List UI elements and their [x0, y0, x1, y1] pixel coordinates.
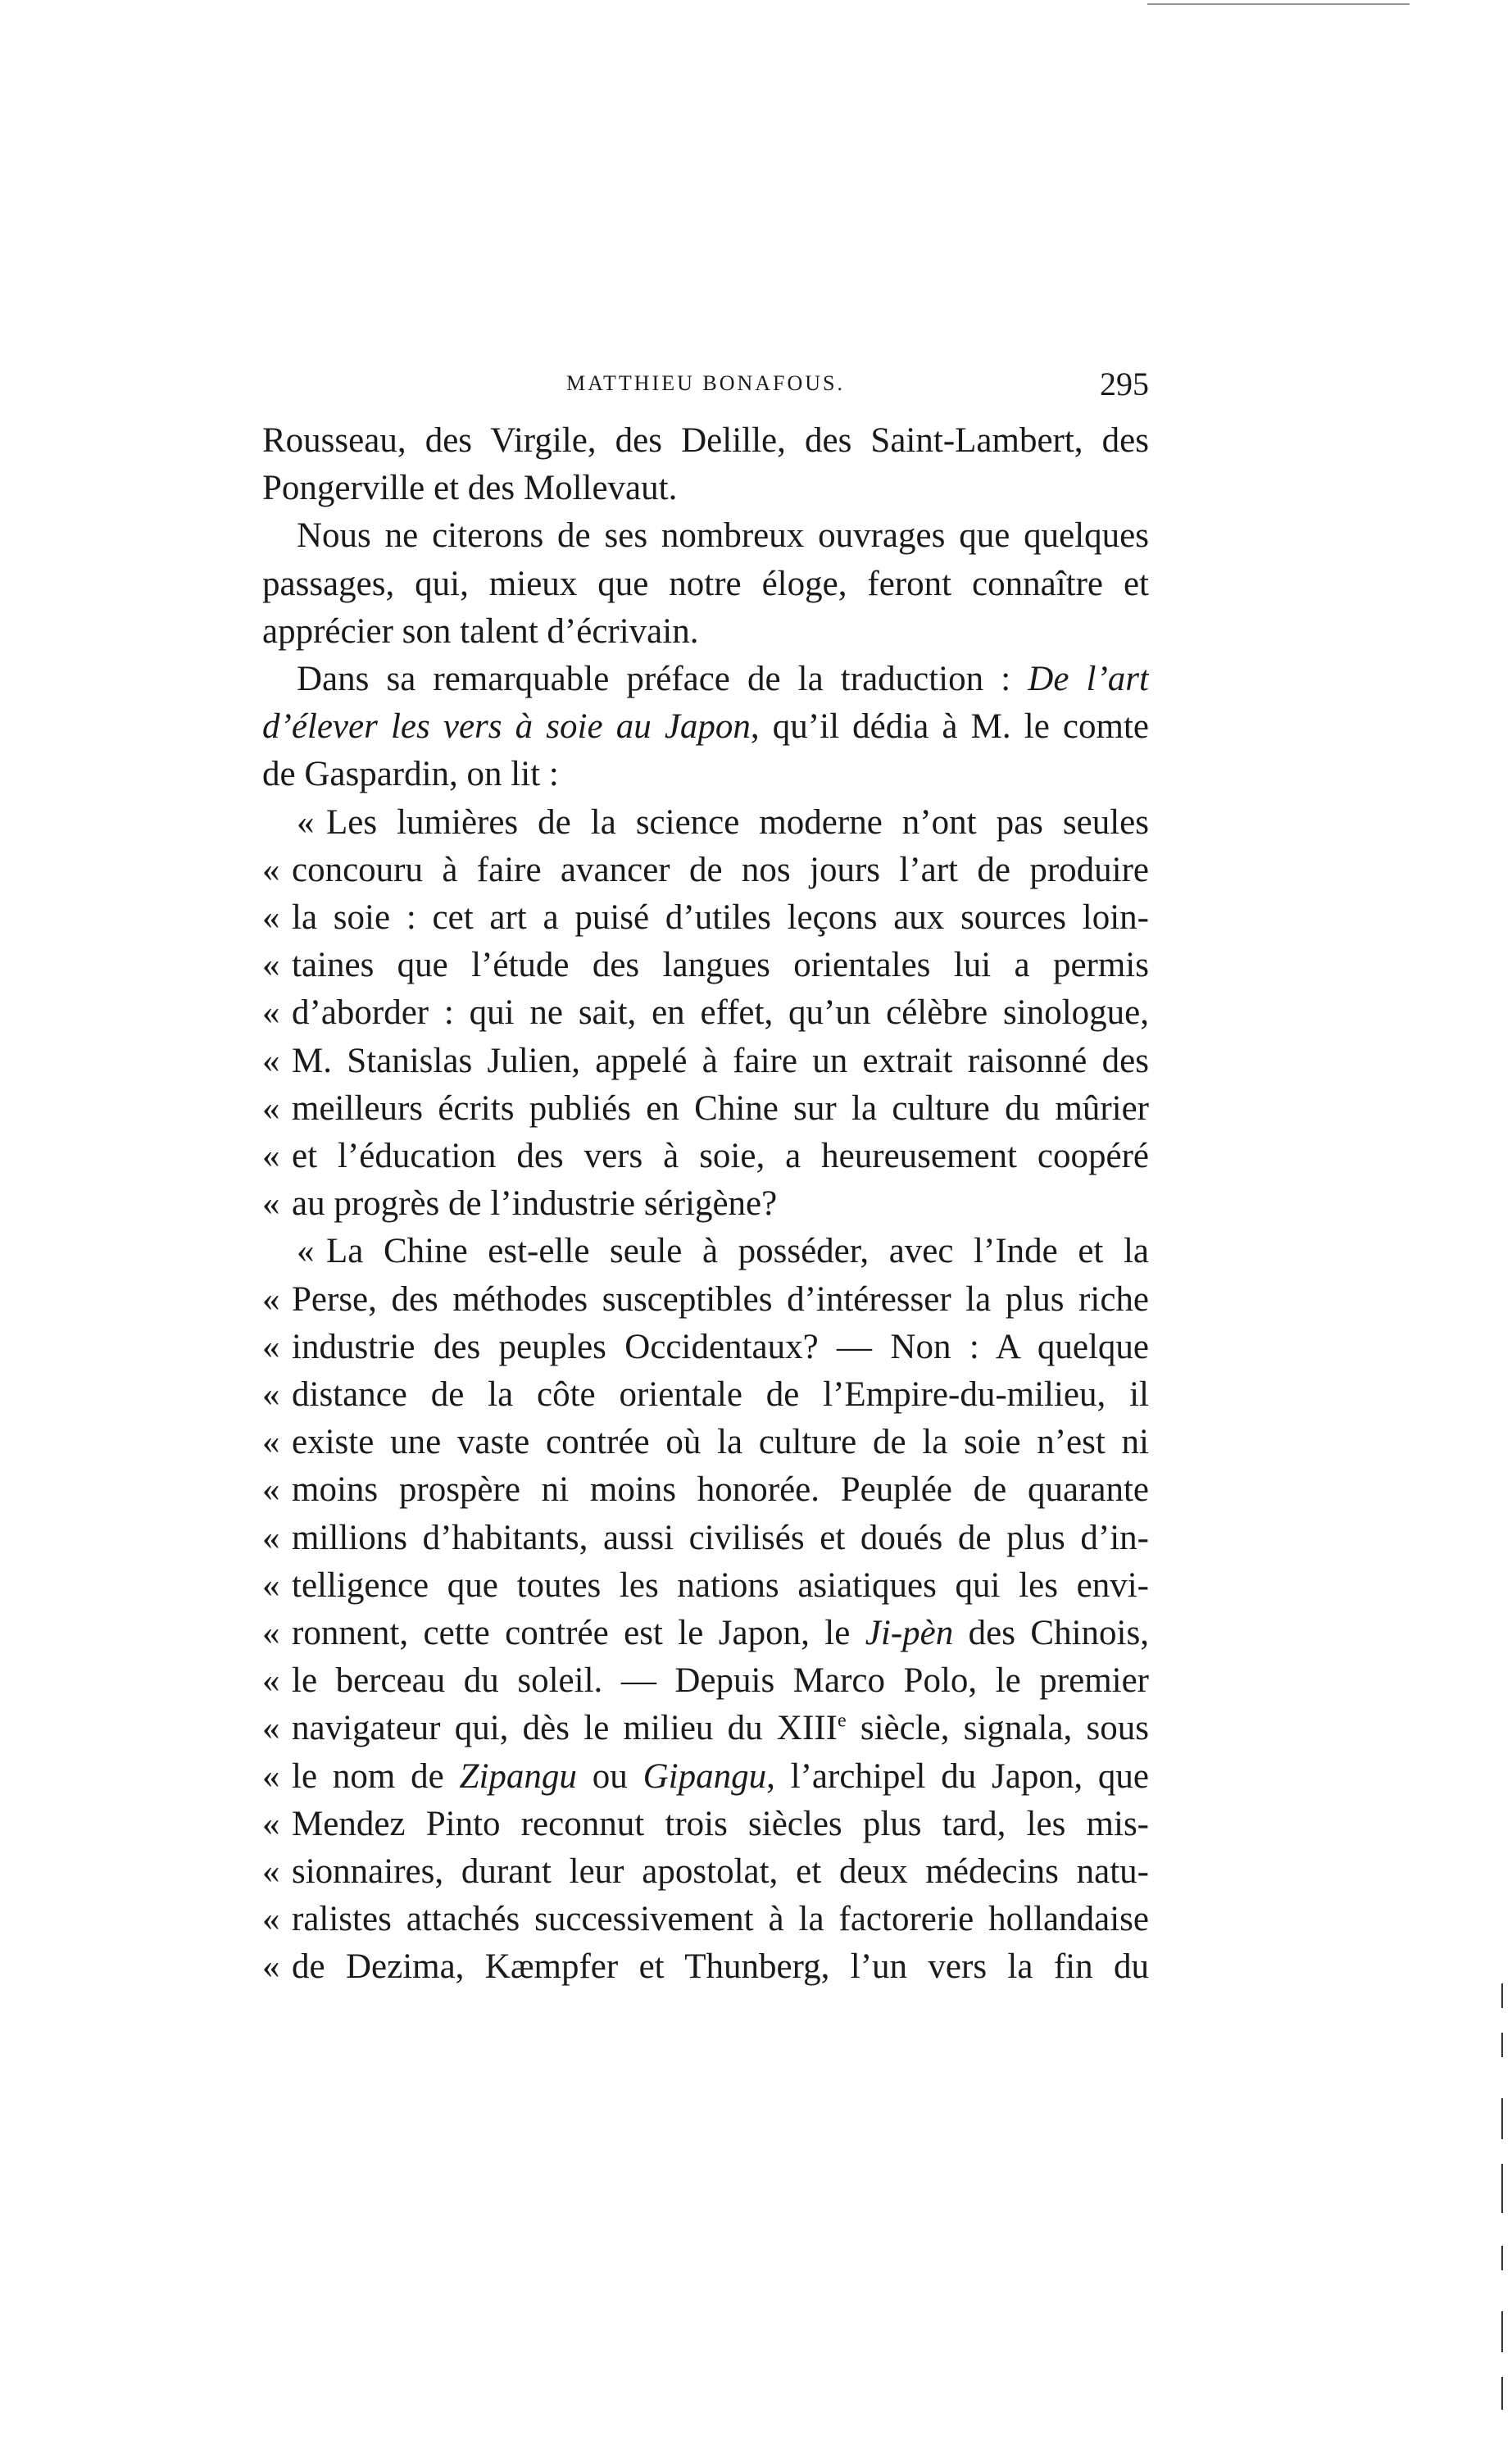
line-body	[292, 1896, 1149, 1943]
line-body	[292, 1133, 1149, 1180]
text-run: sionnaires, durant leur apostolat, et deux médecins natu-	[292, 1852, 1149, 1891]
quote-mark: «	[262, 1423, 280, 1462]
text-line	[262, 1133, 1149, 1180]
quote-mark: «	[297, 802, 315, 842]
line-body	[297, 512, 1149, 560]
quote-mark: «	[262, 1184, 280, 1224]
text-line	[262, 703, 1149, 751]
text-run: telligence que toutes les nations asiatiques qui les envi-	[292, 1565, 1149, 1605]
text-run: Dans sa remarquable préface de la traduction :	[297, 660, 1028, 698]
text-line	[262, 942, 1149, 989]
scan-mark	[1501, 2377, 1503, 2410]
text-run: meilleurs écrits publiés en Chine sur la culture du mûrier	[292, 1088, 1149, 1128]
text-run: concouru à faire avancer de nos jours l’art de produire	[292, 850, 1149, 889]
quote-mark: «	[262, 1279, 280, 1319]
text-run: millions d’habitants, aussi civilisés et doués de plus d’in-	[292, 1518, 1149, 1557]
page-number: 295	[1100, 366, 1149, 402]
line-body	[292, 1943, 1149, 1991]
text-run: Nous ne citerons de ses nombreux ouvrages que quelques	[297, 516, 1149, 556]
italic-text: d’élever les vers à soie au Japon	[262, 707, 751, 747]
text-run: ou	[576, 1756, 643, 1796]
text-line	[262, 1038, 1149, 1085]
text-run: , qu’il dédia à M. le comte	[750, 707, 1149, 747]
text-run: Les lumières de la science moderne n’ont pas seules	[326, 802, 1149, 842]
text-line	[262, 1753, 1149, 1801]
running-title: MATTHIEU BONAFOUS.	[565, 371, 845, 395]
quote-mark: «	[262, 1041, 280, 1080]
line-body	[292, 942, 1149, 989]
line-body	[292, 989, 1149, 1037]
text-line	[262, 1610, 1149, 1657]
text-run: des Chinois,	[953, 1614, 1149, 1652]
line-body	[292, 1801, 1149, 1848]
text-line	[262, 1466, 1149, 1514]
text-line	[262, 1848, 1149, 1896]
line-body	[292, 1610, 1149, 1657]
text-run: la soie : cet art a puisé d’utiles leçons aux sources loin-	[292, 898, 1149, 937]
scan-mark	[1147, 3, 1410, 5]
text-line	[262, 989, 1149, 1037]
text-run: au progrès de l’industrie sérigène?	[292, 1184, 778, 1224]
line-body	[292, 1038, 1149, 1085]
text-line	[262, 1657, 1149, 1705]
text-run: apprécier son talent d’écrivain.	[262, 611, 699, 651]
line-body	[262, 561, 1149, 608]
text-run: Perse, des méthodes susceptibles d’intéresser la plus riche	[292, 1279, 1149, 1319]
quote-mark: «	[262, 898, 280, 937]
text-line	[262, 512, 1149, 560]
scan-mark	[1501, 2164, 1503, 2213]
quote-mark: «	[262, 1756, 280, 1796]
quote-mark: «	[262, 1137, 280, 1175]
quote-mark: «	[262, 1709, 280, 1748]
text-run: et l’éducation des vers à soie, a heureusement coopéré	[292, 1137, 1149, 1175]
text-line	[262, 894, 1149, 942]
line-body	[262, 465, 1149, 512]
text-line	[262, 1371, 1149, 1419]
scan-mark	[1501, 1983, 1503, 2008]
text-run: taines que l’étude des langues orientales lui a permis	[292, 946, 1149, 985]
quote-mark: «	[262, 1852, 280, 1891]
text-line	[262, 1943, 1149, 1991]
quote-mark: «	[262, 1470, 280, 1510]
line-body	[292, 1848, 1149, 1896]
text-line	[262, 1801, 1149, 1848]
text-run: La Chine est-elle seule à posséder, avec l’Inde et la	[326, 1232, 1149, 1271]
line-body	[262, 703, 1149, 751]
text-run: ronnent, cette contrée est le Japon, le	[292, 1614, 865, 1652]
quote-mark: «	[262, 1565, 280, 1605]
quote-mark: «	[262, 1947, 280, 1987]
line-body	[292, 1371, 1149, 1419]
quote-mark: «	[262, 1327, 280, 1366]
line-body	[326, 1228, 1149, 1275]
text-run: Mendez Pinto reconnut trois siècles plus tard, les mis-	[292, 1804, 1149, 1843]
text-run: Pongerville et des Mollevaut.	[262, 469, 678, 508]
quote-mark: «	[262, 1804, 280, 1843]
quote-mark: «	[262, 946, 280, 985]
line-body	[292, 894, 1149, 942]
text-line	[262, 417, 1149, 465]
text-run: distance de la côte orientale de l’Empire-du-milieu, il	[292, 1375, 1149, 1414]
line-body	[297, 656, 1149, 703]
line-body	[292, 1657, 1149, 1705]
text-line	[262, 1276, 1149, 1324]
quote-mark: «	[262, 850, 280, 889]
text-run: ralistes attachés successivement à la factorerie hollandaise	[292, 1900, 1149, 1939]
quote-mark: «	[262, 1900, 280, 1939]
text-run: Rousseau, des Virgile, des Delille, des Saint-Lambert, des	[262, 421, 1149, 460]
text-run: , l’archipel du Japon, que	[766, 1756, 1149, 1796]
line-body	[292, 847, 1149, 894]
line-body	[292, 1180, 1149, 1228]
text-run: navigateur qui, dès le milieu du XIII	[292, 1709, 838, 1748]
line-body	[326, 799, 1149, 847]
text-run: industrie des peuples Occidentaux? — Non : A quelque	[292, 1327, 1149, 1366]
scan-mark	[1501, 2098, 1503, 2139]
text-line	[262, 1180, 1149, 1228]
line-body	[292, 1466, 1149, 1514]
italic-text: Zipangu	[459, 1756, 577, 1796]
text-line	[262, 656, 1149, 703]
text-line	[262, 751, 1149, 798]
line-body	[292, 1562, 1149, 1610]
text-line	[262, 561, 1149, 608]
text-run: passages, qui, mieux que notre éloge, feront connaître et	[262, 564, 1149, 603]
quote-mark: «	[262, 993, 280, 1033]
text-line	[262, 1562, 1149, 1610]
text-run: M. Stanislas Julien, appelé à faire un extrait raisonné des	[292, 1041, 1149, 1080]
running-header	[262, 365, 1149, 407]
quote-mark: «	[262, 1088, 280, 1128]
italic-text: Ji-pèn	[865, 1614, 954, 1652]
text-line	[262, 847, 1149, 894]
text-line	[262, 1705, 1149, 1752]
italic-text: De l’art	[1028, 660, 1149, 698]
line-body	[292, 1085, 1149, 1133]
quote-mark: «	[262, 1661, 280, 1701]
text-line	[262, 1896, 1149, 1943]
line-body	[262, 608, 1149, 656]
scan-mark	[1501, 2311, 1503, 2352]
text-line	[262, 608, 1149, 656]
line-body	[292, 1705, 1149, 1752]
text-line	[262, 1515, 1149, 1562]
text-line	[262, 799, 1149, 847]
superscript: e	[837, 1711, 847, 1733]
line-body	[292, 1753, 1149, 1801]
italic-text: Gipangu	[642, 1756, 767, 1796]
text-run: le berceau du soleil. — Depuis Marco Polo, le premier	[292, 1661, 1149, 1701]
text-run: le nom de	[292, 1756, 460, 1796]
text-line	[262, 465, 1149, 512]
text-run: de Dezima, Kæmpfer et Thunberg, l’un vers la fin du	[292, 1947, 1149, 1987]
line-body	[292, 1515, 1149, 1562]
line-body	[262, 417, 1149, 465]
text-line	[262, 1419, 1149, 1466]
text-run: siècle, signala, sous	[846, 1709, 1149, 1748]
line-body	[262, 751, 1149, 798]
text-run: d’aborder : qui ne sait, en effet, qu’un célèbre sinologue,	[292, 993, 1149, 1033]
line-body	[292, 1324, 1149, 1371]
quote-mark: «	[262, 1614, 280, 1652]
quote-mark: «	[262, 1375, 280, 1414]
text-run: moins prospère ni moins honorée. Peuplée de quarante	[292, 1470, 1149, 1510]
text-line	[262, 1085, 1149, 1133]
scan-mark	[1501, 2033, 1503, 2057]
text-run: existe une vaste contrée où la culture de la soie n’est ni	[292, 1423, 1149, 1462]
text-line	[262, 1324, 1149, 1371]
line-body	[292, 1276, 1149, 1324]
text-run: de Gaspardin, on lit :	[262, 755, 559, 794]
scan-mark	[1501, 2246, 1503, 2270]
quote-mark: «	[262, 1518, 280, 1557]
quote-mark: «	[297, 1232, 315, 1271]
text-line	[262, 1228, 1149, 1275]
line-body	[292, 1419, 1149, 1466]
